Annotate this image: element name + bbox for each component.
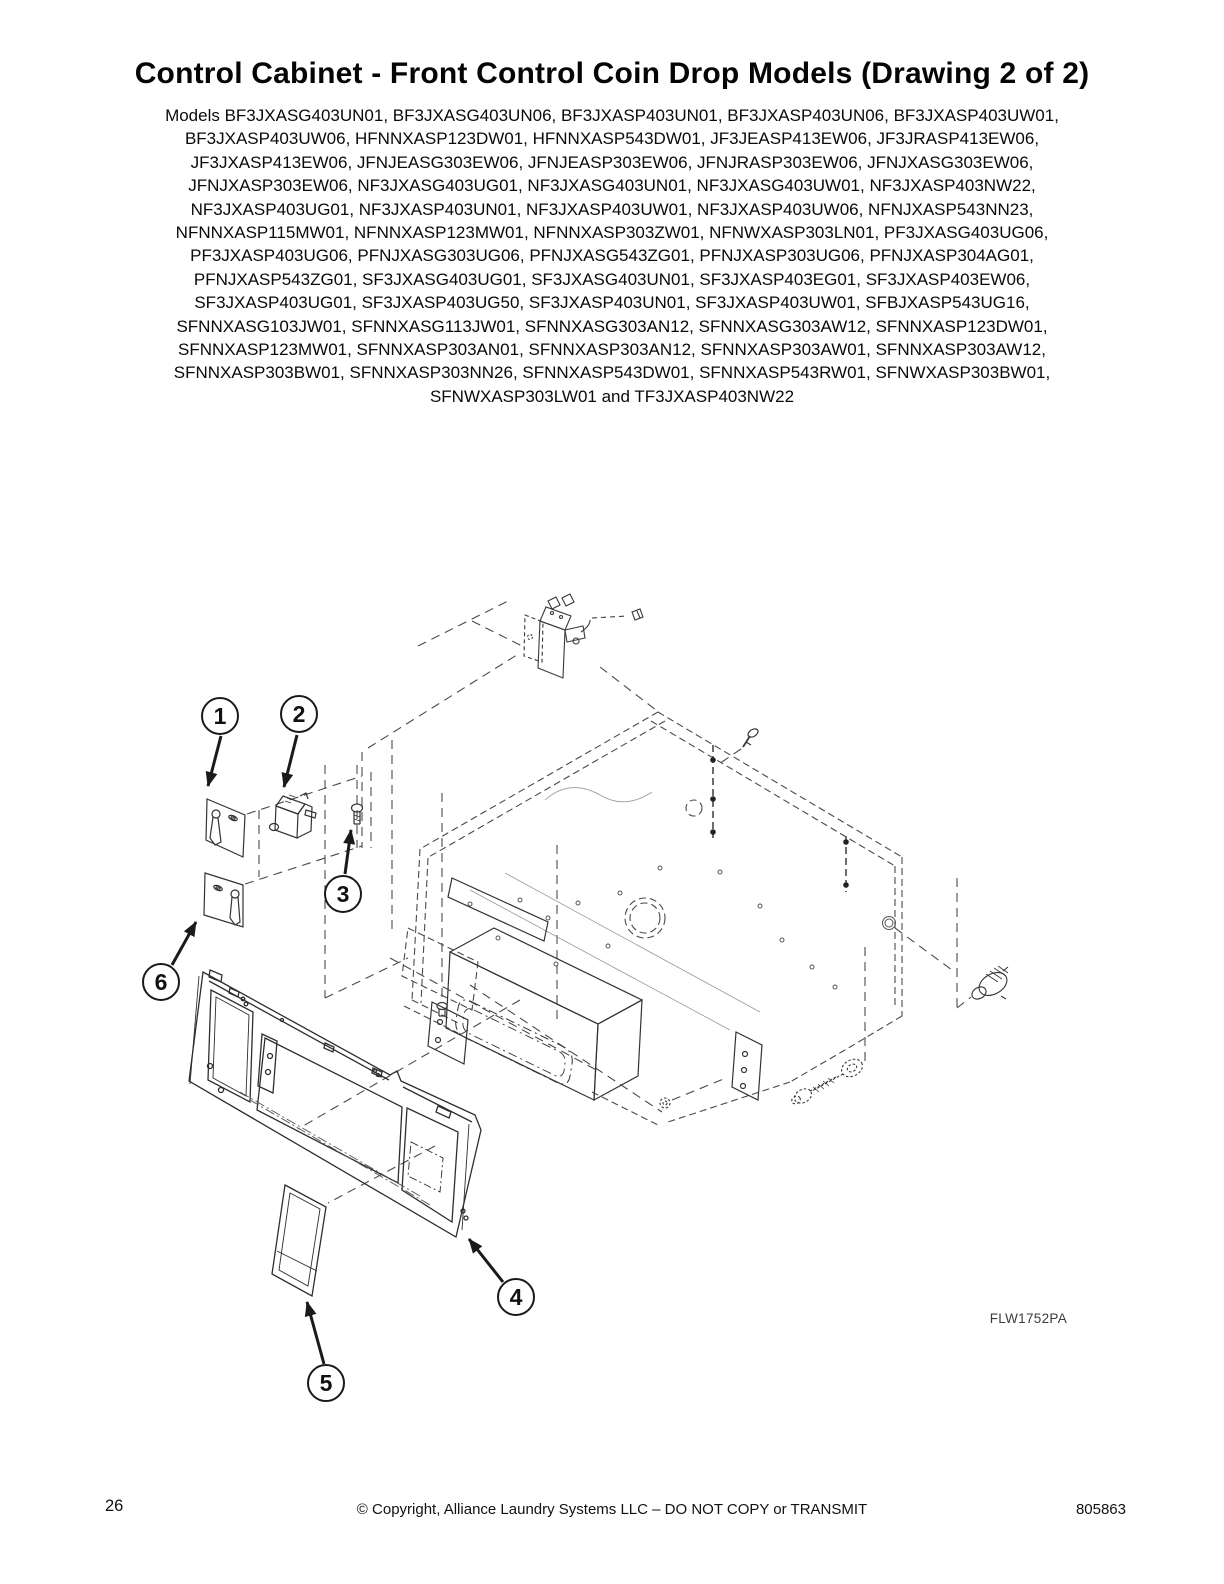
callout-2	[280, 695, 318, 733]
washer-and-screw	[660, 1056, 865, 1108]
callout-5	[307, 1364, 345, 1402]
footer-page-number: 26	[105, 1497, 124, 1515]
footer-copyright: © Copyright, Alliance Laundry Systems LLC – DO NOT COPY or TRANSMIT	[356, 1501, 868, 1518]
callout-1	[201, 697, 239, 735]
figure-code: FLW1752PA	[989, 1311, 1067, 1326]
cabinet-holes	[468, 866, 896, 989]
model-list: Models BF3JXASG403UN01, BF3JXASG403UN06, BF3JXASP403UN01, BF3JXASP403UN06, BF3JXASP403UW01, BF3JXASP403UW06, HFNNXASP123DW01, HFNNXASP543DW01, JF3JEASP413EW06, JF3JRASP413EW06, JF3JXASP413EW06, JFNJEASG303EW06, JFNJEASP303EW06, JFNJRASP303EW06, JFNJXASG303EW06, JFNJXASP303EW06, NF3JXASG403UG01, NF3JXASG403UN01, NF3JXASG403UW01, NF3JXASP403NW22, NF3JXASP403UG01, NF3JXASP403UN01, NF3JXASP403UW01, NF3JXASP403UW06, NFNJXASP543NN23, NFNNXASP115MW01, NFNNXASP123MW01, NFNNXASP303ZW01, NFNWXASP303LN01, PF3JXASG403UG06, PF3JXASP403UG06, PFNJXASG303UG06, PFNJXASG543ZG01, PFNJXASP303UG06, PFNJXASP304AG01, PFNJXASP543ZG01, SF3JXASG403UG01, SF3JXASG403UN01, SF3JXASP403EG01, SF3JXASP403EW06, SF3JXASP403UG01, SF3JXASP403UG50, SF3JXASP403UN01, SF3JXASP403UW01, SFBJXASP543UG16, SFNNXASG103JW01, SFNNXASG113JW01, SFNNXASG303AN12, SFNNXASG303AW12, SFNNXASP123DW01, SFNNXASP123MW01, SFNNXASP303AN01, SFNNXASP303AN12, SFNNXASP303AW01, SFNNXASP303AW12, SFNNXASP303BW01, SFNNXASP303NN26, SFNNXASP543DW01, SFNNXASP543RW01, SFNWXASP303BW01, SFNWXASP303LW01 and TF3JXASP403NW22	[165, 106, 1059, 406]
callout-3-label: 3	[336, 880, 350, 907]
screw-axis	[437, 1003, 447, 1017]
screw-top	[743, 727, 760, 747]
control-panel-frame	[189, 970, 481, 1237]
callout-5-label: 5	[319, 1369, 333, 1396]
serial-card	[272, 1185, 326, 1296]
harness-connector	[632, 609, 643, 620]
callout-6-label: 6	[154, 968, 168, 995]
callout-3	[324, 875, 362, 913]
callout-4-label: 4	[509, 1283, 523, 1310]
callout-1-label: 1	[213, 702, 227, 729]
rivet-dots	[710, 757, 849, 888]
cabinet-floor-seams	[470, 788, 760, 1030]
lock-cylinder	[970, 966, 1011, 1002]
callout-4	[497, 1278, 535, 1316]
callout-2-label: 2	[292, 700, 306, 727]
page-title: Control Cabinet - Front Control Coin Drop Models (Drawing 2 of 2)	[134, 57, 1090, 90]
footer-doc-number: 805863	[1075, 1501, 1126, 1518]
control-cabinet-outline	[402, 712, 902, 1126]
keyhole-plate-lower	[204, 873, 243, 927]
switch-bracket-assembly	[524, 594, 643, 678]
service-switch	[270, 793, 317, 838]
keyhole-plate-upper	[206, 799, 245, 857]
coin-vault	[428, 878, 762, 1100]
callout-6	[142, 963, 180, 1001]
